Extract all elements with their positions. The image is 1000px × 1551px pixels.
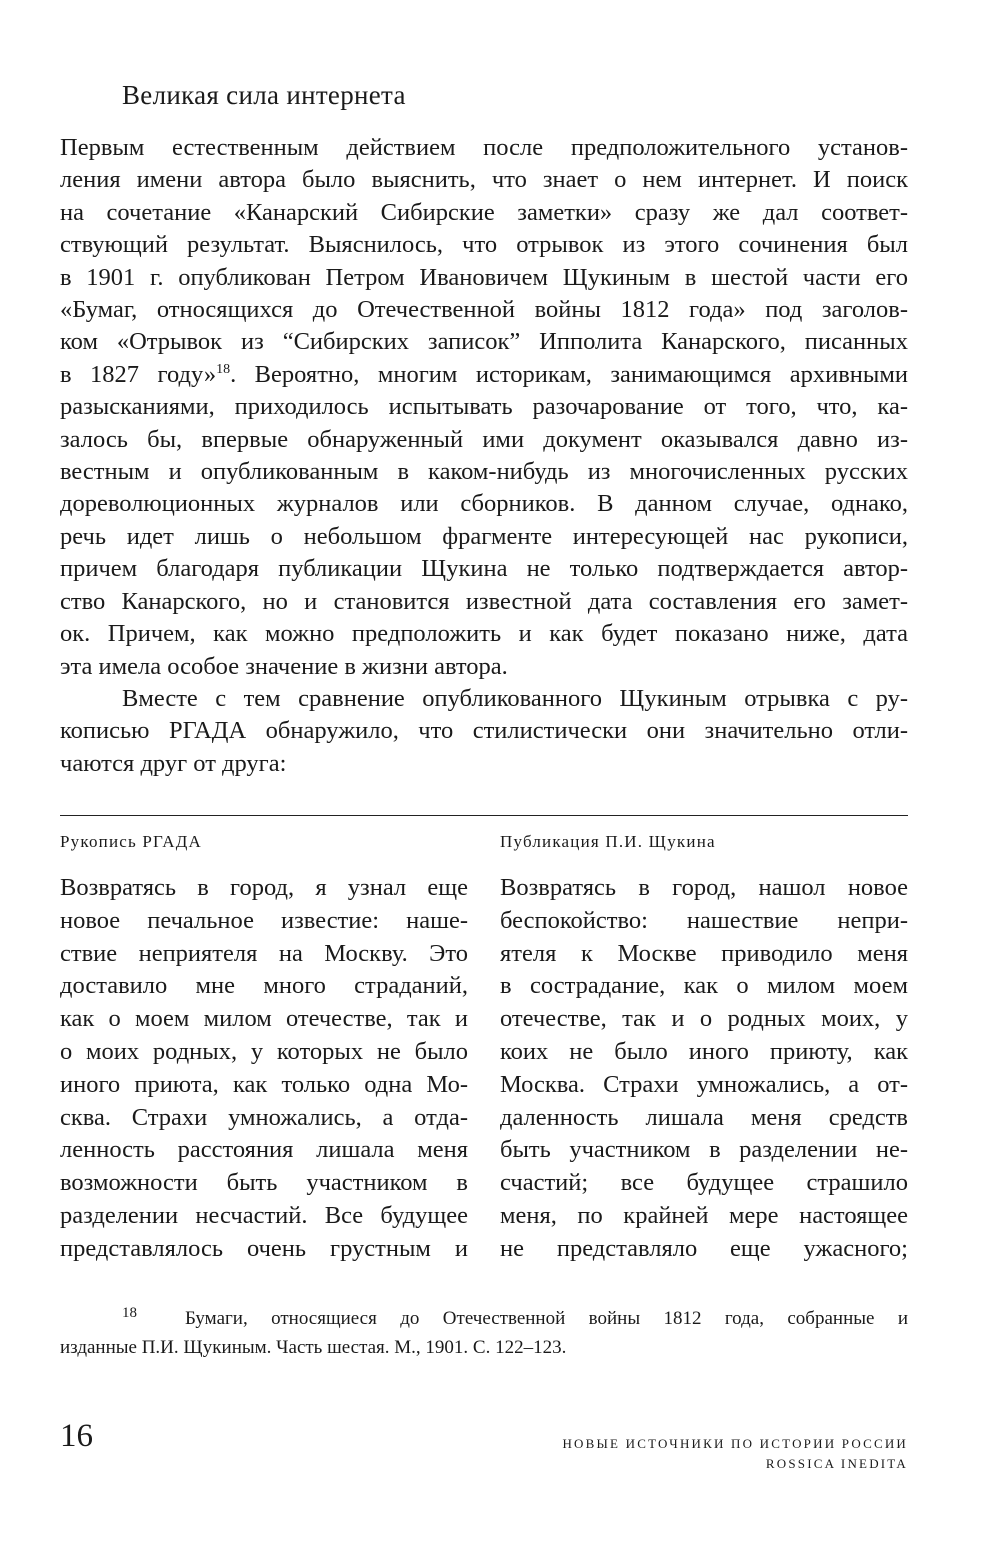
column-line: меня, по крайней мере настоящее bbox=[500, 1201, 908, 1229]
column-line: Возвратясь в город, нашол новое bbox=[500, 874, 908, 901]
column-line: разделении несчастий. Все будущее bbox=[60, 1201, 468, 1229]
right-column-header: Публикация П.И. Щукина bbox=[500, 832, 716, 851]
column-line: ствие неприятеля на Москву. Это bbox=[60, 939, 468, 967]
paragraph-line: ок. Причем, как можно предположить и как будет показано ниже, дата bbox=[60, 620, 908, 648]
paragraph-line: разысканиями, приходилось испытывать разочарование от того, что, ка- bbox=[60, 393, 908, 421]
left-column-text bbox=[60, 872, 468, 1266]
left-column-header: Рукопись РГАДА bbox=[60, 832, 202, 851]
paragraph-line: эта имела особое значение в жизни автора. bbox=[60, 652, 508, 680]
line-text-after: . Вероятно, многим историкам, занимающимся архивными bbox=[230, 360, 908, 388]
paragraph-line: ления имени автора было выяснить, что знает о нем интернет. И поиск bbox=[60, 166, 908, 194]
paragraph-line: «Бумаг, относящихся до Отечественной войны 1812 года» под заголов- bbox=[60, 296, 908, 324]
paragraph-line-with-footnote bbox=[60, 359, 908, 391]
paragraph-line: причем благодаря публикации Щукина не только подтверждается автор- bbox=[60, 555, 908, 583]
column-line: о моих родных, у которых не было bbox=[60, 1037, 468, 1065]
footnote-line: изданные П.И. Щукиным. Часть шестая. М., 1901. С. 122–123. bbox=[60, 1337, 567, 1358]
section-heading: Великая сила интернета bbox=[122, 80, 406, 110]
footnote-line: Бумаги, относящиеся до Отечественной войны 1812 года, собранные и bbox=[185, 1308, 908, 1329]
column-line: Москва. Страхи умножались, а от- bbox=[500, 1070, 908, 1098]
paragraph-line: на сочетание «Канарский Сибирские заметки» сразу же дал соответ- bbox=[60, 198, 908, 226]
column-line: счастий; все будущее страшило bbox=[500, 1169, 908, 1197]
line-text-before: в 1827 году» bbox=[60, 360, 217, 388]
column-line: даленность лишала меня средств bbox=[500, 1103, 908, 1131]
paragraph-line: ство Канарского, но и становится известной дата составления его замет- bbox=[60, 587, 908, 615]
column-line: отечестве, так и о родных моих, у bbox=[500, 1005, 908, 1033]
paragraph-line: речь идет лишь о небольшом фрагменте интересующей нас рукописи, bbox=[60, 522, 908, 550]
paragraph-line: вестным и опубликованным в каком-нибудь из многочисленных русских bbox=[60, 458, 908, 486]
paragraph-line: ком «Отрывок из “Сибирских записок” Ипполита Канарского, писанных bbox=[60, 328, 908, 356]
column-line: новое печальное известие: наше- bbox=[60, 906, 468, 934]
column-line: ленность расстояния лишала меня bbox=[60, 1136, 468, 1164]
paragraph-line: ствующий результат. Выяснилось, что отрывок из этого сочинения был bbox=[60, 231, 908, 259]
main-text bbox=[60, 132, 908, 780]
paragraph-line: чаются друг от друга: bbox=[60, 749, 287, 777]
footnote-number: 18 bbox=[122, 1305, 137, 1321]
column-line: быть участником в разделении не- bbox=[500, 1136, 908, 1164]
column-line: сква. Страхи умножались, а отда- bbox=[60, 1103, 468, 1131]
paragraph-line: дореволюционных журналов или сборников. В данном случае, однако, bbox=[60, 490, 908, 518]
column-line: представлялось очень грустным и bbox=[60, 1234, 468, 1262]
page-number: 16 bbox=[60, 1418, 93, 1454]
paragraph-line: в 1901 г. опубликован Петром Ивановичем Щукиным в шестой части его bbox=[60, 263, 908, 291]
column-line: как о моем милом отечестве, так и bbox=[60, 1005, 468, 1033]
paragraph-line: Первым естественным действием после предположительного установ- bbox=[60, 134, 908, 161]
divider-rule bbox=[60, 815, 908, 816]
column-line: Возвратясь в город, я узнал еще bbox=[60, 874, 468, 901]
footnote bbox=[60, 1304, 908, 1362]
paragraph-line: Вместе с тем сравнение опубликованного Щукиным отрывка с ру- bbox=[122, 684, 908, 712]
column-line: не представляло еще ужасного; bbox=[500, 1234, 908, 1262]
paragraph-line: залось бы, впервые обнаруженный ими документ оказывался давно из- bbox=[60, 425, 908, 453]
running-footer bbox=[562, 1434, 908, 1474]
column-line: в сострадание, как о милом моем bbox=[500, 972, 908, 1000]
series-title: НОВЫЕ ИСТОЧНИКИ ПО ИСТОРИИ РОССИИ bbox=[562, 1436, 908, 1451]
paragraph-line: кописью РГАДА обнаружило, что стилистически они значительно отли- bbox=[60, 717, 908, 745]
column-line: доставило мне много страданий, bbox=[60, 972, 468, 1000]
right-column-text bbox=[500, 872, 908, 1266]
footnote-reference[interactable]: 18 bbox=[216, 361, 231, 377]
series-subtitle: ROSSICA INEDITA bbox=[765, 1456, 908, 1471]
column-line: беспокойство: нашествие непри- bbox=[500, 906, 908, 934]
column-line: коих не было иного приюту, как bbox=[500, 1037, 908, 1065]
column-line: иного приюта, как только одна Мо- bbox=[60, 1070, 468, 1098]
column-line: возможности быть участником в bbox=[60, 1169, 468, 1197]
column-line: ятеля к Москве приводило меня bbox=[500, 939, 908, 967]
